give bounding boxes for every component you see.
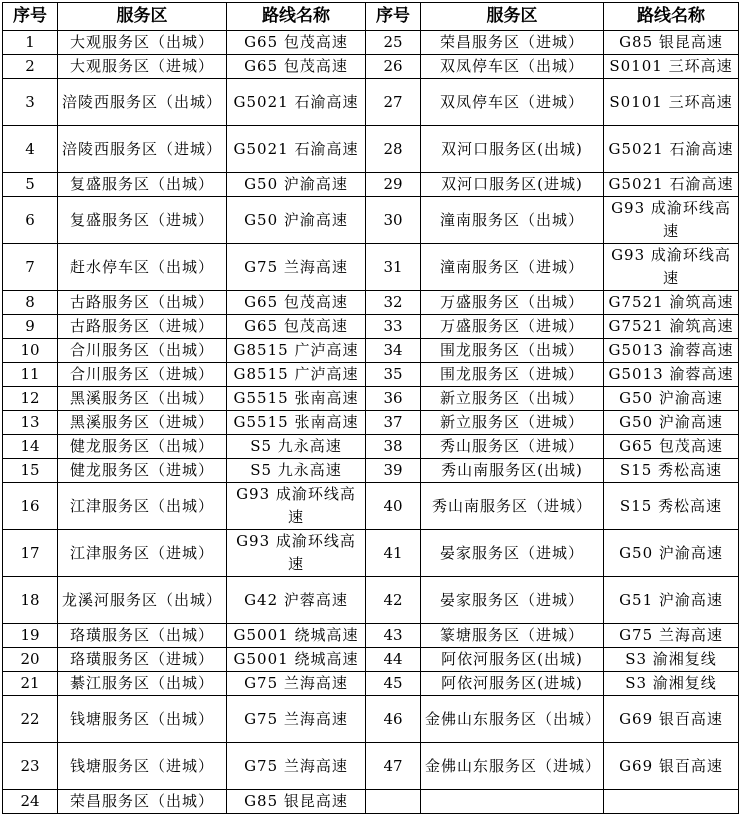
service-area-cell: 合川服务区（进城） xyxy=(58,363,227,387)
table-row xyxy=(3,244,739,291)
service-area-cell: 健龙服务区（出城） xyxy=(58,435,227,459)
route-name-cell: G93 成渝环线高速 xyxy=(604,197,739,244)
table-body xyxy=(3,31,739,814)
table-row xyxy=(3,411,739,435)
route-name-cell: G5515 张南高速 xyxy=(227,387,366,411)
header-index-left: 序号 xyxy=(3,3,58,31)
route-name-cell: G65 包茂高速 xyxy=(604,435,739,459)
route-name-cell: G5001 绕城高速 xyxy=(227,624,366,648)
route-name-cell: G93 成渝环线高速 xyxy=(227,483,366,530)
route-name-cell: G50 沪渝高速 xyxy=(604,387,739,411)
index-cell: 21 xyxy=(3,672,58,696)
service-area-cell: 复盛服务区（进城） xyxy=(58,197,227,244)
table-row xyxy=(3,577,739,624)
route-name-cell xyxy=(604,790,739,814)
index-cell: 43 xyxy=(366,624,421,648)
index-cell: 18 xyxy=(3,577,58,624)
route-name-cell: G5021 石渝高速 xyxy=(604,126,739,173)
table-row xyxy=(3,291,739,315)
route-name-cell: G5021 石渝高速 xyxy=(227,79,366,126)
route-name-cell: G85 银昆高速 xyxy=(604,31,739,55)
index-cell: 14 xyxy=(3,435,58,459)
table-row xyxy=(3,743,739,790)
route-name-cell: G5001 绕城高速 xyxy=(227,648,366,672)
service-area-cell: 复盛服务区（出城） xyxy=(58,173,227,197)
service-area-cell: 潼南服务区（进城） xyxy=(421,244,604,291)
service-area-cell: 围龙服务区（出城） xyxy=(421,339,604,363)
table-row xyxy=(3,790,739,814)
route-name-cell: G50 沪渝高速 xyxy=(604,530,739,577)
service-area-cell: 赶水停车区（出城） xyxy=(58,244,227,291)
service-area-cell: 黑溪服务区（进城） xyxy=(58,411,227,435)
route-name-cell: G5515 张南高速 xyxy=(227,411,366,435)
index-cell: 22 xyxy=(3,696,58,743)
service-area-cell: 金佛山东服务区（出城） xyxy=(421,696,604,743)
index-cell: 2 xyxy=(3,55,58,79)
route-name-cell: G7521 渝筑高速 xyxy=(604,315,739,339)
service-area-cell: 江津服务区（出城） xyxy=(58,483,227,530)
index-cell: 12 xyxy=(3,387,58,411)
index-cell: 20 xyxy=(3,648,58,672)
index-cell: 35 xyxy=(366,363,421,387)
index-cell: 47 xyxy=(366,743,421,790)
service-area-cell: 綦江服务区（出城） xyxy=(58,672,227,696)
index-cell: 8 xyxy=(3,291,58,315)
table-row xyxy=(3,696,739,743)
index-cell: 6 xyxy=(3,197,58,244)
route-name-cell: G50 沪渝高速 xyxy=(227,173,366,197)
index-cell: 11 xyxy=(3,363,58,387)
route-name-cell: G42 沪蓉高速 xyxy=(227,577,366,624)
index-cell: 30 xyxy=(366,197,421,244)
service-area-cell: 阿依河服务区(出城) xyxy=(421,648,604,672)
route-name-cell: G65 包茂高速 xyxy=(227,315,366,339)
service-area-cell: 新立服务区（出城） xyxy=(421,387,604,411)
header-service-area-left: 服务区 xyxy=(58,3,227,31)
service-area-table xyxy=(2,2,739,814)
index-cell: 37 xyxy=(366,411,421,435)
service-area-cell: 荣昌服务区（进城） xyxy=(421,31,604,55)
route-name-cell: G93 成渝环线高速 xyxy=(604,244,739,291)
route-name-cell: S0101 三环高速 xyxy=(604,55,739,79)
service-area-cell: 双凤停车区（进城） xyxy=(421,79,604,126)
service-area-cell: 涪陵西服务区（进城） xyxy=(58,126,227,173)
service-area-cell: 江津服务区（进城） xyxy=(58,530,227,577)
service-area-cell: 珞璜服务区（出城） xyxy=(58,624,227,648)
index-cell: 31 xyxy=(366,244,421,291)
route-name-cell: G65 包茂高速 xyxy=(227,291,366,315)
index-cell: 25 xyxy=(366,31,421,55)
table-row xyxy=(3,31,739,55)
route-name-cell: G8515 广泸高速 xyxy=(227,339,366,363)
service-area-cell: 篆塘服务区（进城） xyxy=(421,624,604,648)
index-cell: 23 xyxy=(3,743,58,790)
table-row xyxy=(3,387,739,411)
service-area-cell: 双凤停车区（出城） xyxy=(421,55,604,79)
header-index-right: 序号 xyxy=(366,3,421,31)
index-cell: 1 xyxy=(3,31,58,55)
route-name-cell: G69 银百高速 xyxy=(604,696,739,743)
service-area-cell: 涪陵西服务区（出城） xyxy=(58,79,227,126)
table-row xyxy=(3,530,739,577)
index-cell: 7 xyxy=(3,244,58,291)
index-cell: 34 xyxy=(366,339,421,363)
index-cell: 16 xyxy=(3,483,58,530)
route-name-cell: G75 兰海高速 xyxy=(227,696,366,743)
service-area-cell: 大观服务区（出城） xyxy=(58,31,227,55)
header-route-name-right: 路线名称 xyxy=(604,3,739,31)
index-cell: 15 xyxy=(3,459,58,483)
route-name-cell: S3 渝湘复线 xyxy=(604,648,739,672)
route-name-cell: G50 沪渝高速 xyxy=(227,197,366,244)
table-row xyxy=(3,126,739,173)
service-area-cell: 钱塘服务区（进城） xyxy=(58,743,227,790)
service-area-cell: 晏家服务区（进城） xyxy=(421,530,604,577)
service-area-cell: 古路服务区（出城） xyxy=(58,291,227,315)
route-name-cell: G51 沪渝高速 xyxy=(604,577,739,624)
service-area-cell: 古路服务区（进城） xyxy=(58,315,227,339)
route-name-cell: G75 兰海高速 xyxy=(604,624,739,648)
table-row xyxy=(3,459,739,483)
route-name-cell: G93 成渝环线高速 xyxy=(227,530,366,577)
route-name-cell: G75 兰海高速 xyxy=(227,743,366,790)
header-service-area-right: 服务区 xyxy=(421,3,604,31)
table-row xyxy=(3,483,739,530)
index-cell: 17 xyxy=(3,530,58,577)
service-area-cell: 双河口服务区(进城) xyxy=(421,173,604,197)
index-cell: 28 xyxy=(366,126,421,173)
service-area-cell: 秀山南服务区(出城) xyxy=(421,459,604,483)
table-row xyxy=(3,79,739,126)
route-name-cell: S0101 三环高速 xyxy=(604,79,739,126)
index-cell: 45 xyxy=(366,672,421,696)
table-row xyxy=(3,363,739,387)
route-name-cell: G65 包茂高速 xyxy=(227,55,366,79)
service-area-cell: 秀山服务区（进城） xyxy=(421,435,604,459)
index-cell: 44 xyxy=(366,648,421,672)
index-cell xyxy=(366,790,421,814)
table-row xyxy=(3,197,739,244)
route-name-cell: G7521 渝筑高速 xyxy=(604,291,739,315)
index-cell: 5 xyxy=(3,173,58,197)
route-name-cell: S5 九永高速 xyxy=(227,435,366,459)
index-cell: 3 xyxy=(3,79,58,126)
index-cell: 38 xyxy=(366,435,421,459)
route-name-cell: G5021 石渝高速 xyxy=(227,126,366,173)
index-cell: 24 xyxy=(3,790,58,814)
index-cell: 26 xyxy=(366,55,421,79)
index-cell: 40 xyxy=(366,483,421,530)
service-area-cell: 围龙服务区（进城） xyxy=(421,363,604,387)
service-area-cell xyxy=(421,790,604,814)
table-row xyxy=(3,173,739,197)
service-area-cell: 新立服务区（进城） xyxy=(421,411,604,435)
service-area-cell: 荣昌服务区（出城） xyxy=(58,790,227,814)
header-route-name-left: 路线名称 xyxy=(227,3,366,31)
service-area-cell: 万盛服务区（进城） xyxy=(421,315,604,339)
index-cell: 9 xyxy=(3,315,58,339)
index-cell: 42 xyxy=(366,577,421,624)
index-cell: 39 xyxy=(366,459,421,483)
service-area-cell: 大观服务区（进城） xyxy=(58,55,227,79)
index-cell: 19 xyxy=(3,624,58,648)
route-name-cell: S15 秀松高速 xyxy=(604,483,739,530)
service-area-cell: 龙溪河服务区（出城） xyxy=(58,577,227,624)
table-row xyxy=(3,648,739,672)
service-area-cell: 秀山南服务区（进城） xyxy=(421,483,604,530)
service-area-cell: 万盛服务区（出城） xyxy=(421,291,604,315)
index-cell: 4 xyxy=(3,126,58,173)
table-row xyxy=(3,624,739,648)
service-area-cell: 双河口服务区(出城) xyxy=(421,126,604,173)
index-cell: 36 xyxy=(366,387,421,411)
index-cell: 29 xyxy=(366,173,421,197)
route-name-cell: G5013 渝蓉高速 xyxy=(604,339,739,363)
index-cell: 32 xyxy=(366,291,421,315)
index-cell: 33 xyxy=(366,315,421,339)
table-row xyxy=(3,55,739,79)
route-name-cell: S5 九永高速 xyxy=(227,459,366,483)
service-area-cell: 晏家服务区（进城） xyxy=(421,577,604,624)
service-area-cell: 金佛山东服务区（进城） xyxy=(421,743,604,790)
service-area-cell: 合川服务区（出城） xyxy=(58,339,227,363)
route-name-cell: G85 银昆高速 xyxy=(227,790,366,814)
route-name-cell: G50 沪渝高速 xyxy=(604,411,739,435)
table-row xyxy=(3,315,739,339)
table-row xyxy=(3,339,739,363)
route-name-cell: G5013 渝蓉高速 xyxy=(604,363,739,387)
index-cell: 41 xyxy=(366,530,421,577)
index-cell: 10 xyxy=(3,339,58,363)
route-name-cell: G5021 石渝高速 xyxy=(604,173,739,197)
route-name-cell: G75 兰海高速 xyxy=(227,244,366,291)
route-name-cell: S3 渝湘复线 xyxy=(604,672,739,696)
service-area-cell: 黑溪服务区（出城） xyxy=(58,387,227,411)
route-name-cell: G75 兰海高速 xyxy=(227,672,366,696)
table-row xyxy=(3,672,739,696)
service-area-cell: 健龙服务区（进城） xyxy=(58,459,227,483)
route-name-cell: S15 秀松高速 xyxy=(604,459,739,483)
table-row xyxy=(3,435,739,459)
route-name-cell: G69 银百高速 xyxy=(604,743,739,790)
service-area-cell: 阿依河服务区(进城) xyxy=(421,672,604,696)
service-area-cell: 珞璜服务区（进城） xyxy=(58,648,227,672)
index-cell: 27 xyxy=(366,79,421,126)
service-area-cell: 潼南服务区（出城） xyxy=(421,197,604,244)
index-cell: 46 xyxy=(366,696,421,743)
index-cell: 13 xyxy=(3,411,58,435)
route-name-cell: G65 包茂高速 xyxy=(227,31,366,55)
route-name-cell: G8515 广泸高速 xyxy=(227,363,366,387)
service-area-cell: 钱塘服务区（出城） xyxy=(58,696,227,743)
header-row xyxy=(3,3,739,31)
